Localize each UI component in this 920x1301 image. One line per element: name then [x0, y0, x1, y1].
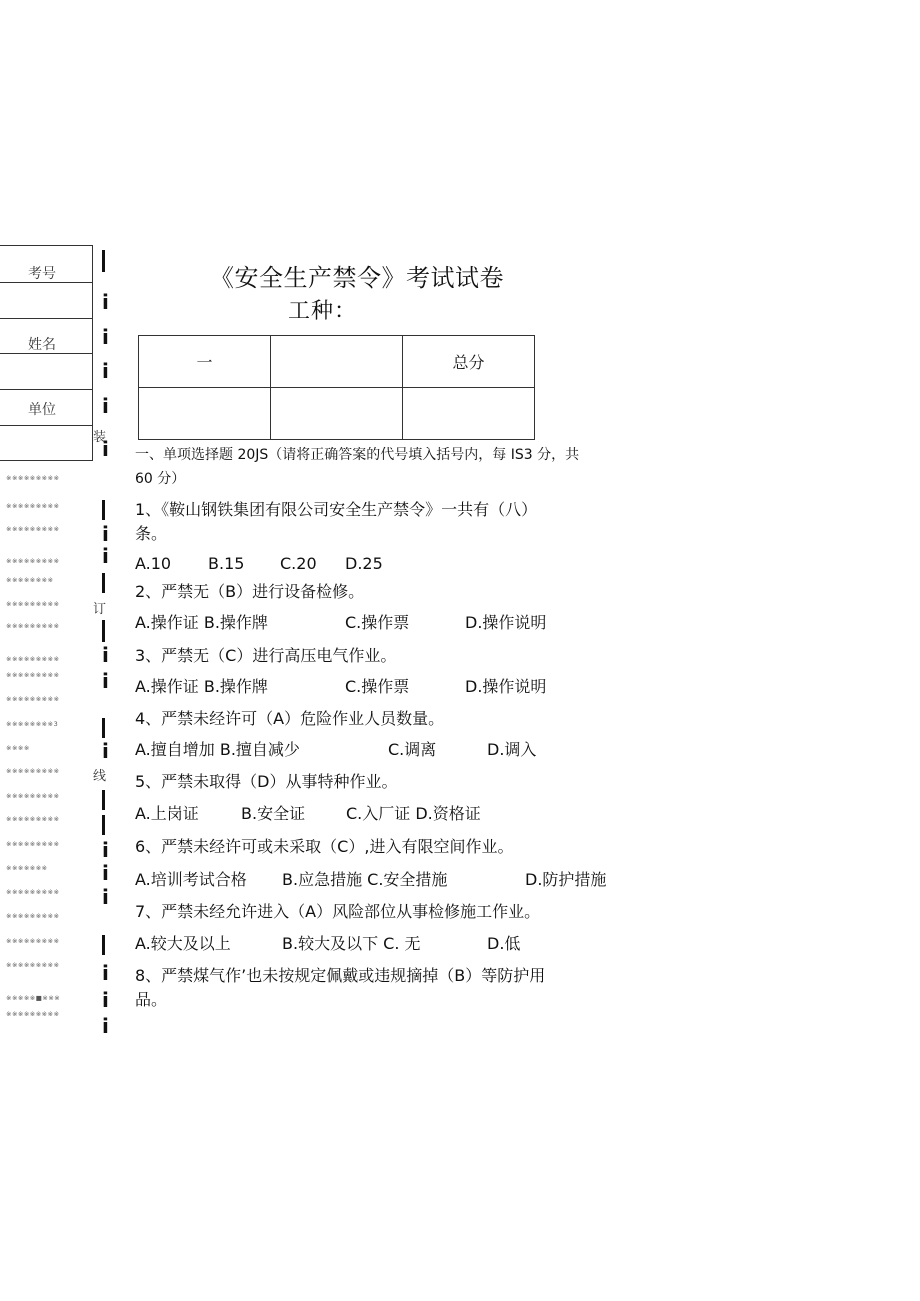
- option-ab[interactable]: A.操作证 B.操作牌: [135, 677, 268, 696]
- binding-mark: [102, 815, 105, 835]
- table-row: [139, 336, 535, 388]
- binding-mark: i: [102, 739, 109, 763]
- option-a[interactable]: A.10: [135, 554, 172, 573]
- score-header-cell: [271, 336, 403, 388]
- score-table: [138, 335, 535, 440]
- binding-mark: i: [102, 961, 109, 985]
- side-noise-text: ※※※※※※※※※: [6, 792, 60, 800]
- binding-mark: [102, 250, 105, 272]
- side-noise-text: ※※※※※※※※※: [6, 502, 60, 510]
- section-heading-cont: 60 分）: [135, 471, 186, 487]
- question-8-cont: 品。: [135, 990, 168, 1009]
- option-d[interactable]: D.操作说明: [465, 677, 547, 696]
- side-noise-text: ※※※※※■※※※: [6, 994, 61, 1002]
- divider: [0, 425, 92, 426]
- question-1: 1、《鞍山钢铁集团有限公司安全生产禁令》一共有（八）: [135, 500, 538, 519]
- score-value-cell[interactable]: [271, 388, 403, 440]
- question-6-options: [135, 868, 625, 892]
- unit-label: 单位: [28, 402, 56, 418]
- side-noise-text: ※※※※※※※※※: [6, 600, 60, 608]
- side-noise-text: ※※※※※※※※※: [6, 840, 60, 848]
- option-ab[interactable]: A.操作证 B.操作牌: [135, 613, 268, 632]
- option-d[interactable]: D.操作说明: [465, 613, 547, 632]
- question-7-options: [135, 932, 595, 956]
- question-4: 4、严禁未经许可（A）危险作业人员数量。: [135, 709, 445, 728]
- binding-mark: i: [102, 394, 109, 418]
- side-noise-text: ※※※※※※※※※: [6, 912, 60, 920]
- binding-mark: i: [102, 544, 109, 568]
- score-header-cell: 总分: [403, 336, 535, 388]
- option-c[interactable]: C.操作票: [345, 677, 410, 696]
- score-value-cell[interactable]: [403, 388, 535, 440]
- question-1-options: [135, 552, 535, 576]
- option-b[interactable]: B.15: [208, 554, 245, 573]
- option-c[interactable]: C.调离: [388, 740, 437, 759]
- binding-mark: i: [102, 290, 109, 314]
- question-8: 8、严禁煤气作’也未按规定佩戴或违规摘掉（B）等防护用: [135, 966, 546, 985]
- divider: [0, 460, 92, 461]
- score-header-cell: 一: [139, 336, 271, 388]
- side-noise-text: ※※※※※※※※3: [6, 720, 59, 728]
- binding-mark: i: [102, 1014, 109, 1038]
- binding-mark: i: [102, 643, 109, 667]
- option-c[interactable]: C.操作票: [345, 613, 410, 632]
- side-noise-text: ※※※※※※※※※: [6, 815, 60, 823]
- question-5-options: [135, 802, 595, 826]
- name-label: 姓名: [28, 337, 56, 353]
- side-noise-text: ※※※※※※※※※: [6, 937, 60, 945]
- option-b[interactable]: B.安全证: [241, 804, 306, 823]
- side-noise-text: ※※※※※※※※※: [6, 961, 60, 969]
- binding-mark: i: [102, 325, 109, 349]
- binding-mark: i: [102, 838, 109, 862]
- binding-mark: i: [102, 885, 109, 909]
- binding-mark: i: [102, 669, 109, 693]
- side-noise-text: ※※※※※※※※※: [6, 671, 60, 679]
- binding-mark: [102, 620, 105, 642]
- binding-word-xian: 线: [93, 769, 107, 784]
- side-noise-text: ※※※※※※※※※: [6, 695, 60, 703]
- question-3-options: [135, 675, 595, 699]
- table-row: [139, 388, 535, 440]
- option-ab[interactable]: A.擅自增加 B.擅自减少: [135, 740, 300, 759]
- side-noise-text: ※※※※※※※※※: [6, 474, 60, 482]
- question-5: 5、严禁未取得（D）从事特种作业。: [135, 772, 398, 791]
- binding-mark: i: [102, 861, 109, 885]
- binding-word-zhuang: 装: [93, 430, 107, 445]
- binding-mark: i: [102, 437, 109, 461]
- job-type-label: 工种：: [288, 299, 358, 324]
- divider: [0, 318, 92, 319]
- side-noise-text: ※※※※※※※※※: [6, 525, 60, 533]
- score-value-cell[interactable]: [139, 388, 271, 440]
- option-d[interactable]: D.低: [487, 934, 521, 953]
- option-bc[interactable]: B.较大及以下 C. 无: [282, 934, 421, 953]
- side-noise-text: ※※※※※※※※: [6, 576, 54, 584]
- option-c[interactable]: C.20: [280, 554, 317, 573]
- question-2-options: [135, 611, 595, 635]
- divider: [0, 389, 92, 390]
- option-a[interactable]: A.上岗证: [135, 804, 199, 823]
- side-noise-text: ※※※※※※※※※: [6, 557, 60, 565]
- option-bc[interactable]: B.应急措施 C.安全措施: [282, 870, 448, 889]
- binding-mark: [102, 790, 105, 810]
- binding-mark: [102, 573, 105, 593]
- question-2: 2、严禁无（B）进行设备检修。: [135, 582, 365, 601]
- option-a[interactable]: A.培训考试合格: [135, 870, 247, 889]
- question-6: 6、严禁未经许可或未采取（C）,进入有限空间作业。: [135, 837, 514, 856]
- option-a[interactable]: A.较大及以上: [135, 934, 231, 953]
- side-noise-text: ※※※※※※※※※: [6, 655, 60, 663]
- side-noise-text: ※※※※※※※※※: [6, 888, 60, 896]
- binding-mark: [102, 718, 105, 738]
- side-noise-text: ※※※※※※※※※: [6, 767, 60, 775]
- option-d[interactable]: D.防护措施: [525, 870, 607, 889]
- exam-number-label: 考号: [28, 266, 56, 282]
- side-noise-text: ※※※※: [6, 744, 30, 752]
- binding-mark: [102, 935, 105, 955]
- binding-mark: i: [102, 988, 109, 1012]
- side-noise-text: ※※※※※※※※※: [6, 622, 60, 630]
- question-3: 3、严禁无（C）进行高压电气作业。: [135, 646, 397, 665]
- binding-mark: [102, 500, 105, 520]
- question-7: 7、严禁未经允许进入（A）风险部位从事检修施工作业。: [135, 902, 541, 921]
- binding-info-box: [0, 245, 93, 461]
- option-d[interactable]: D.调入: [487, 740, 537, 759]
- question-4-options: [135, 738, 595, 762]
- option-d[interactable]: D.25: [345, 554, 383, 573]
- section-heading: 一、单项选择题 20JS（请将正确答案的代号填入括号内，每 IS3 分，共: [135, 447, 580, 463]
- side-noise-text: ※※※※※※※※※: [6, 1010, 60, 1018]
- binding-mark: i: [102, 359, 109, 383]
- binding-word-ding: 订: [93, 602, 107, 617]
- side-noise-text: ※※※※※※※: [6, 864, 48, 872]
- question-1-cont: 条。: [135, 524, 168, 543]
- binding-mark: i: [102, 522, 109, 546]
- page-title: 《安全生产禁令》考试试卷: [210, 264, 504, 292]
- option-cd[interactable]: C.入厂证 D.资格证: [346, 804, 481, 823]
